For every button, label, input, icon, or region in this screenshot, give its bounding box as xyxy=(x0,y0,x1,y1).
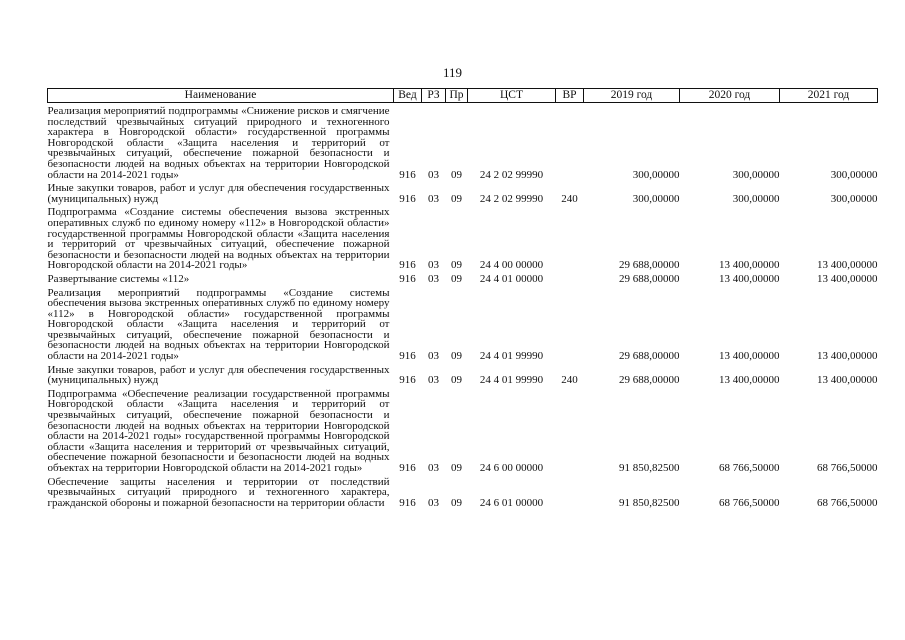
row-vr xyxy=(556,386,584,474)
row-ved: 916 xyxy=(399,272,416,285)
row-ved: 916 xyxy=(399,374,416,387)
row-2021: 13 400,00000 xyxy=(817,272,878,285)
row-vr xyxy=(556,204,584,271)
row-name: Реализация мероприятий подпрограммы «Создание системы обеспечения вызова экстренных оперативных служб по единому номеру «112» в Новгородской области» государственной программы Новгородской области «Защита населения и территорий от чрезвычайных ситуаций, обеспечение пожарной безопасности и безопасности людей на водных объектах на территории Новгородской области на 2014-2021 годы» xyxy=(47,286,390,363)
row-2020: 300,00000 xyxy=(732,192,780,205)
row-rz: 03 xyxy=(428,496,439,509)
row-cst: 24 4 01 00000 xyxy=(479,272,544,285)
header-rz: РЗ xyxy=(422,89,446,103)
header-vr: ВР xyxy=(556,89,584,103)
row-ved: 916 xyxy=(399,462,416,474)
row-name: Иные закупки товаров, работ и услуг для обеспечения государственных (муниципальных) нужд xyxy=(47,363,390,387)
row-pr: 09 xyxy=(451,272,462,285)
row-2019: 29 688,00000 xyxy=(619,272,680,285)
row-pr: 09 xyxy=(451,496,462,509)
row-vr xyxy=(556,474,584,509)
row-pr: 09 xyxy=(451,259,462,272)
row-2019: 29 688,00000 xyxy=(619,374,680,387)
header-pr: Пр xyxy=(446,89,468,103)
row-cst: 24 4 01 99990 xyxy=(479,350,544,363)
row-name: Обеспечение защиты населения и территории от последствий чрезвычайных ситуаций природного и техногенного характера, гражданской обороны и пожарной безопасности на территории области xyxy=(47,475,390,509)
row-name: Подпрограмма «Создание системы обеспечения вызова экстренных оперативных служб по единому номеру «112» в Новгородской области» государственной программы Новгородской области «Защита населения и территорий от чрезвычайных ситуаций, обеспечение пожарной безопасности и безопасности людей на водных объектах на территории Новгородской области на 2014-2021 годы» xyxy=(47,206,390,272)
row-2021: 300,00000 xyxy=(830,192,878,205)
header-2021: 2021 год xyxy=(780,89,878,103)
row-2021: 68 766,50000 xyxy=(817,462,878,474)
row-vr xyxy=(556,271,584,285)
row-cst: 24 4 01 99990 xyxy=(479,374,544,387)
header-name: Наименование xyxy=(48,89,394,103)
header-cst: ЦСТ xyxy=(468,89,556,103)
row-pr: 09 xyxy=(451,192,462,205)
row-cst: 24 6 00 00000 xyxy=(479,462,544,474)
row-rz: 03 xyxy=(428,462,439,474)
row-pr: 09 xyxy=(451,462,462,474)
row-rz: 03 xyxy=(428,374,439,387)
row-rz: 03 xyxy=(428,259,439,272)
row-name: Реализация мероприятий подпрограммы «Снижение рисков и смягчение последствий чрезвычайных ситуаций природного и техногенного характера в Новгородской области» государственной программы Новгородской области «Защита населения и территорий от чрезвычайных ситуаций, обеспечение пожарной безопасности и безопасности людей на водных объектах на территории Новгородской области на 2014-2021 годы» xyxy=(47,105,390,181)
row-2021: 13 400,00000 xyxy=(817,259,878,272)
row-cst: 24 2 02 99990 xyxy=(479,168,544,181)
row-2020: 13 400,00000 xyxy=(719,374,780,387)
row-2021: 13 400,00000 xyxy=(817,350,878,363)
row-2020: 68 766,50000 xyxy=(719,496,780,509)
row-name: Иные закупки товаров, работ и услуг для обеспечения государственных (муниципальных) нужд xyxy=(47,182,390,205)
header-2019: 2019 год xyxy=(584,89,680,103)
row-2019: 300,00000 xyxy=(632,192,680,205)
row-2020: 13 400,00000 xyxy=(719,272,780,285)
row-ved: 916 xyxy=(399,350,416,363)
table-row xyxy=(48,285,878,362)
row-2019: 29 688,00000 xyxy=(619,259,680,272)
row-rz: 03 xyxy=(428,350,439,363)
row-ved: 916 xyxy=(399,496,416,509)
row-pr: 09 xyxy=(451,374,462,387)
table-row xyxy=(48,271,878,285)
row-2019: 91 850,82500 xyxy=(619,496,680,509)
row-name: Подпрограмма «Обеспечение реализации государственной программы Новгородской области «Защита населения и территорий от чрезвычайных ситуаций, обеспечение пожарной безопасности и безопасности людей на водных объектах на территории Новгородской области на 2014-2021 годы» государственной программы Новгородской области «Защита населения и территорий от чрезвычайных ситуаций, обеспечение пожарной безопасности и безопасности людей на водных объектах на территории Новгородской области на 2014-2021 годы» xyxy=(47,387,390,474)
row-pr: 09 xyxy=(451,350,462,363)
row-vr: 240 xyxy=(561,374,578,387)
row-cst: 24 2 02 99990 xyxy=(479,192,544,205)
row-rz: 03 xyxy=(428,192,439,205)
table-header-row xyxy=(48,89,878,103)
row-rz: 03 xyxy=(428,168,439,181)
row-2020: 300,00000 xyxy=(732,168,780,181)
table-row xyxy=(48,180,878,204)
table-row xyxy=(48,386,878,474)
row-2020: 68 766,50000 xyxy=(719,462,780,474)
row-2019: 91 850,82500 xyxy=(619,462,680,474)
row-rz: 03 xyxy=(428,272,439,285)
row-2020: 13 400,00000 xyxy=(719,259,780,272)
row-2019: 29 688,00000 xyxy=(619,350,680,363)
row-ved: 916 xyxy=(399,259,416,272)
table-row xyxy=(48,103,878,181)
row-cst: 24 4 00 00000 xyxy=(479,259,544,272)
header-ved: Вед xyxy=(394,89,422,103)
budget-table xyxy=(47,88,878,508)
row-ved: 916 xyxy=(399,192,416,205)
row-vr: 240 xyxy=(561,192,578,205)
table-body xyxy=(48,103,878,509)
row-2021: 13 400,00000 xyxy=(817,374,878,387)
header-2020: 2020 год xyxy=(680,89,780,103)
row-vr xyxy=(556,103,584,181)
table-row xyxy=(48,362,878,386)
row-2019: 300,00000 xyxy=(632,168,680,181)
row-ved: 916 xyxy=(399,168,416,181)
row-2021: 68 766,50000 xyxy=(817,496,878,509)
row-2020: 13 400,00000 xyxy=(719,350,780,363)
row-2021: 300,00000 xyxy=(830,168,878,181)
page-number: 119 xyxy=(442,65,463,80)
row-name: Развертывание системы «112» xyxy=(47,272,190,285)
table-row xyxy=(48,204,878,271)
row-cst: 24 6 01 00000 xyxy=(479,496,544,509)
row-vr xyxy=(556,285,584,362)
row-pr: 09 xyxy=(451,168,462,181)
table-row xyxy=(48,474,878,509)
